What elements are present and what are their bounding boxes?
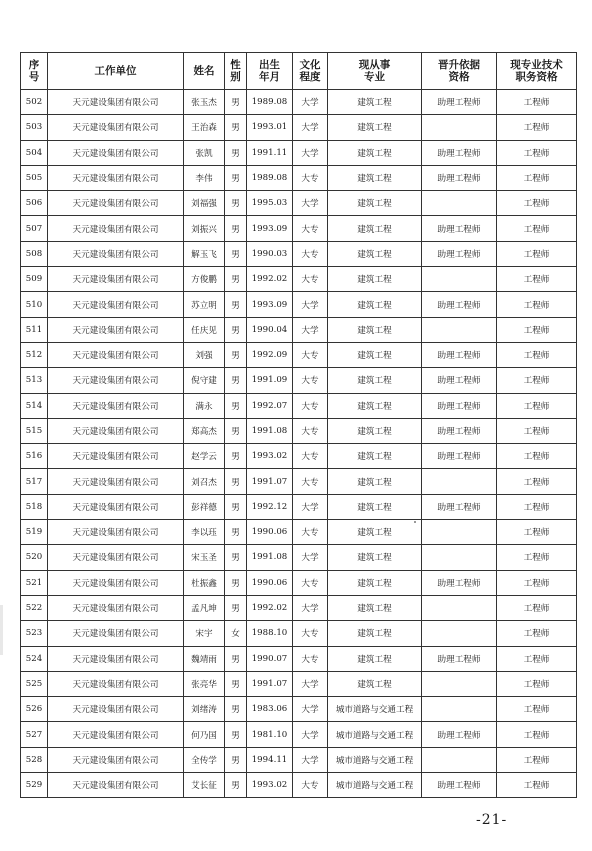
cell-qualification: 工程师 (497, 267, 577, 292)
cell-name: 宋宇 (184, 621, 225, 646)
cell-birth: 1989.08 (247, 165, 293, 190)
table-row (21, 469, 577, 494)
cell-basis: 助理工程师 (422, 165, 497, 190)
header-name: 姓名 (184, 53, 225, 90)
cell-birth: 1990.04 (247, 317, 293, 342)
cell-gender: 男 (225, 368, 247, 393)
cell-basis (422, 267, 497, 292)
cell-seq: 526 (21, 697, 48, 722)
cell-seq: 523 (21, 621, 48, 646)
table-row (21, 722, 577, 747)
cell-name: 解玉飞 (184, 241, 225, 266)
cell-major: 建筑工程 (328, 469, 422, 494)
cell-gender: 男 (225, 570, 247, 595)
cell-major: 建筑工程 (328, 393, 422, 418)
cell-unit: 天元建设集团有限公司 (48, 747, 184, 772)
cell-gender: 男 (225, 646, 247, 671)
cell-birth: 1990.03 (247, 241, 293, 266)
table-row (21, 216, 577, 241)
cell-basis: 助理工程师 (422, 368, 497, 393)
cell-birth: 1994.11 (247, 747, 293, 772)
cell-gender: 男 (225, 90, 247, 115)
cell-qualification: 工程师 (497, 570, 577, 595)
scan-speck (414, 521, 416, 523)
cell-education: 大专 (293, 570, 328, 595)
cell-major: 建筑工程 (328, 191, 422, 216)
table-row (21, 267, 577, 292)
cell-seq: 510 (21, 292, 48, 317)
cell-basis (422, 621, 497, 646)
table-row (21, 90, 577, 115)
cell-seq: 505 (21, 165, 48, 190)
table-row (21, 115, 577, 140)
cell-unit: 天元建设集团有限公司 (48, 90, 184, 115)
header-basis: 晋升依据 资格 (422, 53, 497, 90)
cell-unit: 天元建设集团有限公司 (48, 418, 184, 443)
cell-birth: 1991.07 (247, 671, 293, 696)
cell-unit: 天元建设集团有限公司 (48, 241, 184, 266)
cell-basis (422, 747, 497, 772)
cell-seq: 515 (21, 418, 48, 443)
cell-basis: 助理工程师 (422, 393, 497, 418)
cell-unit: 天元建设集团有限公司 (48, 368, 184, 393)
table-row (21, 671, 577, 696)
cell-unit: 天元建设集团有限公司 (48, 570, 184, 595)
cell-qualification: 工程师 (497, 747, 577, 772)
cell-name: 李以珏 (184, 520, 225, 545)
cell-major: 建筑工程 (328, 621, 422, 646)
cell-birth: 1993.09 (247, 216, 293, 241)
scan-edge-shadow (0, 605, 3, 655)
cell-name: 魏靖雨 (184, 646, 225, 671)
cell-education: 大学 (293, 115, 328, 140)
cell-major: 城市道路与交通工程 (328, 747, 422, 772)
cell-basis (422, 697, 497, 722)
cell-education: 大学 (293, 292, 328, 317)
cell-education: 大专 (293, 646, 328, 671)
cell-major: 建筑工程 (328, 292, 422, 317)
cell-unit: 天元建设集团有限公司 (48, 494, 184, 519)
cell-education: 大专 (293, 444, 328, 469)
cell-gender: 男 (225, 697, 247, 722)
cell-name: 方俊鹏 (184, 267, 225, 292)
cell-education: 大学 (293, 191, 328, 216)
header-gender: 性 别 (225, 53, 247, 90)
cell-unit: 天元建设集团有限公司 (48, 773, 184, 798)
header-birth: 出生 年月 (247, 53, 293, 90)
cell-name: 刘召杰 (184, 469, 225, 494)
cell-gender: 男 (225, 115, 247, 140)
cell-qualification: 工程师 (497, 191, 577, 216)
cell-name: 李伟 (184, 165, 225, 190)
cell-birth: 1992.02 (247, 595, 293, 620)
cell-basis: 助理工程师 (422, 570, 497, 595)
cell-gender: 男 (225, 444, 247, 469)
cell-basis: 助理工程师 (422, 140, 497, 165)
cell-major: 建筑工程 (328, 165, 422, 190)
cell-basis (422, 317, 497, 342)
cell-birth: 1993.09 (247, 292, 293, 317)
cell-seq: 519 (21, 520, 48, 545)
cell-seq: 517 (21, 469, 48, 494)
cell-birth: 1990.06 (247, 570, 293, 595)
cell-basis (422, 545, 497, 570)
cell-basis (422, 595, 497, 620)
cell-unit: 天元建设集团有限公司 (48, 317, 184, 342)
cell-major: 城市道路与交通工程 (328, 697, 422, 722)
table-row (21, 241, 577, 266)
cell-birth: 1995.03 (247, 191, 293, 216)
cell-qualification: 工程师 (497, 165, 577, 190)
cell-major: 建筑工程 (328, 115, 422, 140)
cell-qualification: 工程师 (497, 216, 577, 241)
cell-gender: 男 (225, 469, 247, 494)
cell-name: 全传学 (184, 747, 225, 772)
header-qualification: 现专业技术 职务资格 (497, 53, 577, 90)
table-row (21, 773, 577, 798)
cell-basis: 助理工程师 (422, 444, 497, 469)
table-row (21, 697, 577, 722)
header-major: 现从事 专业 (328, 53, 422, 90)
cell-education: 大专 (293, 267, 328, 292)
cell-gender: 男 (225, 165, 247, 190)
cell-major: 城市道路与交通工程 (328, 722, 422, 747)
table-row (21, 393, 577, 418)
cell-name: 孟凡坤 (184, 595, 225, 620)
cell-unit: 天元建设集团有限公司 (48, 140, 184, 165)
cell-qualification: 工程师 (497, 646, 577, 671)
table-row (21, 444, 577, 469)
cell-gender: 男 (225, 191, 247, 216)
cell-seq: 514 (21, 393, 48, 418)
cell-gender: 男 (225, 267, 247, 292)
cell-birth: 1992.12 (247, 494, 293, 519)
cell-birth: 1992.02 (247, 267, 293, 292)
cell-gender: 男 (225, 241, 247, 266)
cell-qualification: 工程师 (497, 621, 577, 646)
table-row (21, 317, 577, 342)
cell-major: 建筑工程 (328, 267, 422, 292)
cell-qualification: 工程师 (497, 317, 577, 342)
cell-seq: 511 (21, 317, 48, 342)
cell-birth: 1991.09 (247, 368, 293, 393)
cell-name: 彭祥德 (184, 494, 225, 519)
cell-basis (422, 520, 497, 545)
header-education: 文化 程度 (293, 53, 328, 90)
cell-qualification: 工程师 (497, 342, 577, 367)
cell-birth: 1991.11 (247, 140, 293, 165)
cell-education: 大专 (293, 393, 328, 418)
cell-name: 艾长征 (184, 773, 225, 798)
cell-qualification: 工程师 (497, 444, 577, 469)
cell-basis: 助理工程师 (422, 342, 497, 367)
cell-name: 赵学云 (184, 444, 225, 469)
header-unit: 工作单位 (48, 53, 184, 90)
table-row (21, 545, 577, 570)
cell-basis: 助理工程师 (422, 722, 497, 747)
cell-seq: 518 (21, 494, 48, 519)
cell-gender: 男 (225, 722, 247, 747)
cell-basis (422, 469, 497, 494)
cell-major: 建筑工程 (328, 368, 422, 393)
cell-basis: 助理工程师 (422, 646, 497, 671)
cell-unit: 天元建设集团有限公司 (48, 697, 184, 722)
cell-unit: 天元建设集团有限公司 (48, 595, 184, 620)
cell-education: 大学 (293, 545, 328, 570)
cell-unit: 天元建设集团有限公司 (48, 191, 184, 216)
cell-gender: 男 (225, 773, 247, 798)
cell-major: 建筑工程 (328, 570, 422, 595)
cell-birth: 1993.02 (247, 444, 293, 469)
cell-basis: 助理工程师 (422, 90, 497, 115)
cell-birth: 1983.06 (247, 697, 293, 722)
cell-name: 刘福强 (184, 191, 225, 216)
cell-basis (422, 671, 497, 696)
cell-seq: 513 (21, 368, 48, 393)
cell-gender: 男 (225, 418, 247, 443)
cell-basis: 助理工程师 (422, 418, 497, 443)
cell-seq: 520 (21, 545, 48, 570)
cell-unit: 天元建设集团有限公司 (48, 165, 184, 190)
page-number: -21- (476, 812, 508, 828)
cell-qualification: 工程师 (497, 697, 577, 722)
table-row (21, 418, 577, 443)
cell-unit: 天元建设集团有限公司 (48, 267, 184, 292)
cell-qualification: 工程师 (497, 292, 577, 317)
table-row (21, 646, 577, 671)
cell-basis (422, 115, 497, 140)
cell-unit: 天元建设集团有限公司 (48, 444, 184, 469)
cell-name: 刘振兴 (184, 216, 225, 241)
cell-basis: 助理工程师 (422, 773, 497, 798)
cell-unit: 天元建设集团有限公司 (48, 216, 184, 241)
cell-major: 建筑工程 (328, 646, 422, 671)
cell-gender: 男 (225, 216, 247, 241)
cell-birth: 1991.08 (247, 418, 293, 443)
cell-name: 刘强 (184, 342, 225, 367)
cell-education: 大专 (293, 216, 328, 241)
cell-unit: 天元建设集团有限公司 (48, 115, 184, 140)
cell-gender: 男 (225, 520, 247, 545)
qualification-roster-table (20, 52, 577, 798)
cell-basis: 助理工程师 (422, 494, 497, 519)
cell-gender: 男 (225, 747, 247, 772)
cell-seq: 503 (21, 115, 48, 140)
cell-qualification: 工程师 (497, 115, 577, 140)
cell-qualification: 工程师 (497, 520, 577, 545)
cell-basis: 助理工程师 (422, 216, 497, 241)
cell-birth: 1991.08 (247, 545, 293, 570)
cell-qualification: 工程师 (497, 469, 577, 494)
cell-qualification: 工程师 (497, 241, 577, 266)
cell-name: 刘绪涛 (184, 697, 225, 722)
cell-qualification: 工程师 (497, 90, 577, 115)
cell-birth: 1992.07 (247, 393, 293, 418)
cell-education: 大学 (293, 140, 328, 165)
cell-birth: 1993.02 (247, 773, 293, 798)
cell-education: 大专 (293, 418, 328, 443)
cell-gender: 男 (225, 292, 247, 317)
table-row (21, 494, 577, 519)
cell-seq: 529 (21, 773, 48, 798)
cell-birth: 1990.07 (247, 646, 293, 671)
cell-education: 大学 (293, 747, 328, 772)
cell-education: 大学 (293, 671, 328, 696)
cell-education: 大学 (293, 595, 328, 620)
cell-qualification: 工程师 (497, 140, 577, 165)
cell-name: 满永 (184, 393, 225, 418)
cell-gender: 男 (225, 671, 247, 696)
cell-birth: 1990.06 (247, 520, 293, 545)
cell-qualification: 工程师 (497, 368, 577, 393)
table-row (21, 621, 577, 646)
cell-major: 建筑工程 (328, 595, 422, 620)
cell-major: 建筑工程 (328, 494, 422, 519)
cell-major: 建筑工程 (328, 444, 422, 469)
table-row (21, 520, 577, 545)
cell-seq: 512 (21, 342, 48, 367)
cell-name: 王治森 (184, 115, 225, 140)
cell-seq: 506 (21, 191, 48, 216)
cell-seq: 516 (21, 444, 48, 469)
cell-seq: 509 (21, 267, 48, 292)
cell-birth: 1991.07 (247, 469, 293, 494)
cell-seq: 524 (21, 646, 48, 671)
cell-major: 城市道路与交通工程 (328, 773, 422, 798)
cell-birth: 1989.08 (247, 90, 293, 115)
table-row (21, 368, 577, 393)
cell-seq: 521 (21, 570, 48, 595)
cell-education: 大专 (293, 469, 328, 494)
cell-seq: 522 (21, 595, 48, 620)
cell-name: 宋玉圣 (184, 545, 225, 570)
cell-qualification: 工程师 (497, 773, 577, 798)
cell-education: 大专 (293, 621, 328, 646)
cell-major: 建筑工程 (328, 671, 422, 696)
cell-unit: 天元建设集团有限公司 (48, 292, 184, 317)
cell-seq: 528 (21, 747, 48, 772)
cell-major: 建筑工程 (328, 342, 422, 367)
cell-birth: 1988.10 (247, 621, 293, 646)
cell-name: 张玉杰 (184, 90, 225, 115)
cell-unit: 天元建设集团有限公司 (48, 621, 184, 646)
cell-education: 大学 (293, 494, 328, 519)
cell-unit: 天元建设集团有限公司 (48, 545, 184, 570)
cell-name: 杜振鑫 (184, 570, 225, 595)
cell-unit: 天元建设集团有限公司 (48, 469, 184, 494)
table-row (21, 570, 577, 595)
cell-name: 倪守建 (184, 368, 225, 393)
table-row (21, 292, 577, 317)
cell-qualification: 工程师 (497, 671, 577, 696)
cell-seq: 525 (21, 671, 48, 696)
cell-name: 任庆见 (184, 317, 225, 342)
cell-basis (422, 191, 497, 216)
cell-education: 大学 (293, 697, 328, 722)
cell-education: 大专 (293, 368, 328, 393)
cell-gender: 男 (225, 545, 247, 570)
cell-education: 大学 (293, 722, 328, 747)
table-row (21, 595, 577, 620)
cell-name: 张亮华 (184, 671, 225, 696)
cell-major: 建筑工程 (328, 241, 422, 266)
cell-birth: 1981.10 (247, 722, 293, 747)
cell-unit: 天元建设集团有限公司 (48, 393, 184, 418)
cell-education: 大专 (293, 165, 328, 190)
cell-unit: 天元建设集团有限公司 (48, 646, 184, 671)
cell-major: 建筑工程 (328, 418, 422, 443)
cell-education: 大专 (293, 520, 328, 545)
cell-gender: 男 (225, 393, 247, 418)
cell-seq: 507 (21, 216, 48, 241)
cell-gender: 男 (225, 140, 247, 165)
cell-name: 苏立明 (184, 292, 225, 317)
cell-qualification: 工程师 (497, 418, 577, 443)
cell-basis: 助理工程师 (422, 292, 497, 317)
cell-major: 建筑工程 (328, 140, 422, 165)
cell-qualification: 工程师 (497, 494, 577, 519)
cell-education: 大学 (293, 90, 328, 115)
cell-gender: 男 (225, 317, 247, 342)
header-seq: 序 号 (21, 53, 48, 90)
cell-birth: 1992.09 (247, 342, 293, 367)
cell-seq: 502 (21, 90, 48, 115)
cell-major: 建筑工程 (328, 545, 422, 570)
cell-education: 大专 (293, 773, 328, 798)
cell-unit: 天元建设集团有限公司 (48, 520, 184, 545)
cell-seq: 504 (21, 140, 48, 165)
cell-seq: 508 (21, 241, 48, 266)
table-row (21, 342, 577, 367)
table-row (21, 140, 577, 165)
cell-seq: 527 (21, 722, 48, 747)
table-body (21, 90, 577, 798)
cell-qualification: 工程师 (497, 722, 577, 747)
cell-education: 大学 (293, 317, 328, 342)
cell-gender: 男 (225, 595, 247, 620)
table-row (21, 165, 577, 190)
cell-unit: 天元建设集团有限公司 (48, 342, 184, 367)
cell-education: 大专 (293, 241, 328, 266)
table-row (21, 191, 577, 216)
table-header-row (21, 53, 577, 90)
table-row (21, 747, 577, 772)
cell-major: 建筑工程 (328, 317, 422, 342)
cell-unit: 天元建设集团有限公司 (48, 722, 184, 747)
cell-gender: 男 (225, 342, 247, 367)
cell-qualification: 工程师 (497, 393, 577, 418)
cell-major: 建筑工程 (328, 216, 422, 241)
cell-unit: 天元建设集团有限公司 (48, 671, 184, 696)
cell-major: 建筑工程 (328, 90, 422, 115)
cell-name: 张凯 (184, 140, 225, 165)
cell-name: 何乃国 (184, 722, 225, 747)
cell-qualification: 工程师 (497, 545, 577, 570)
cell-major: 建筑工程 (328, 520, 422, 545)
cell-name: 郑高杰 (184, 418, 225, 443)
cell-gender: 女 (225, 621, 247, 646)
cell-gender: 男 (225, 494, 247, 519)
cell-basis: 助理工程师 (422, 241, 497, 266)
cell-birth: 1993.01 (247, 115, 293, 140)
cell-qualification: 工程师 (497, 595, 577, 620)
cell-education: 大专 (293, 342, 328, 367)
